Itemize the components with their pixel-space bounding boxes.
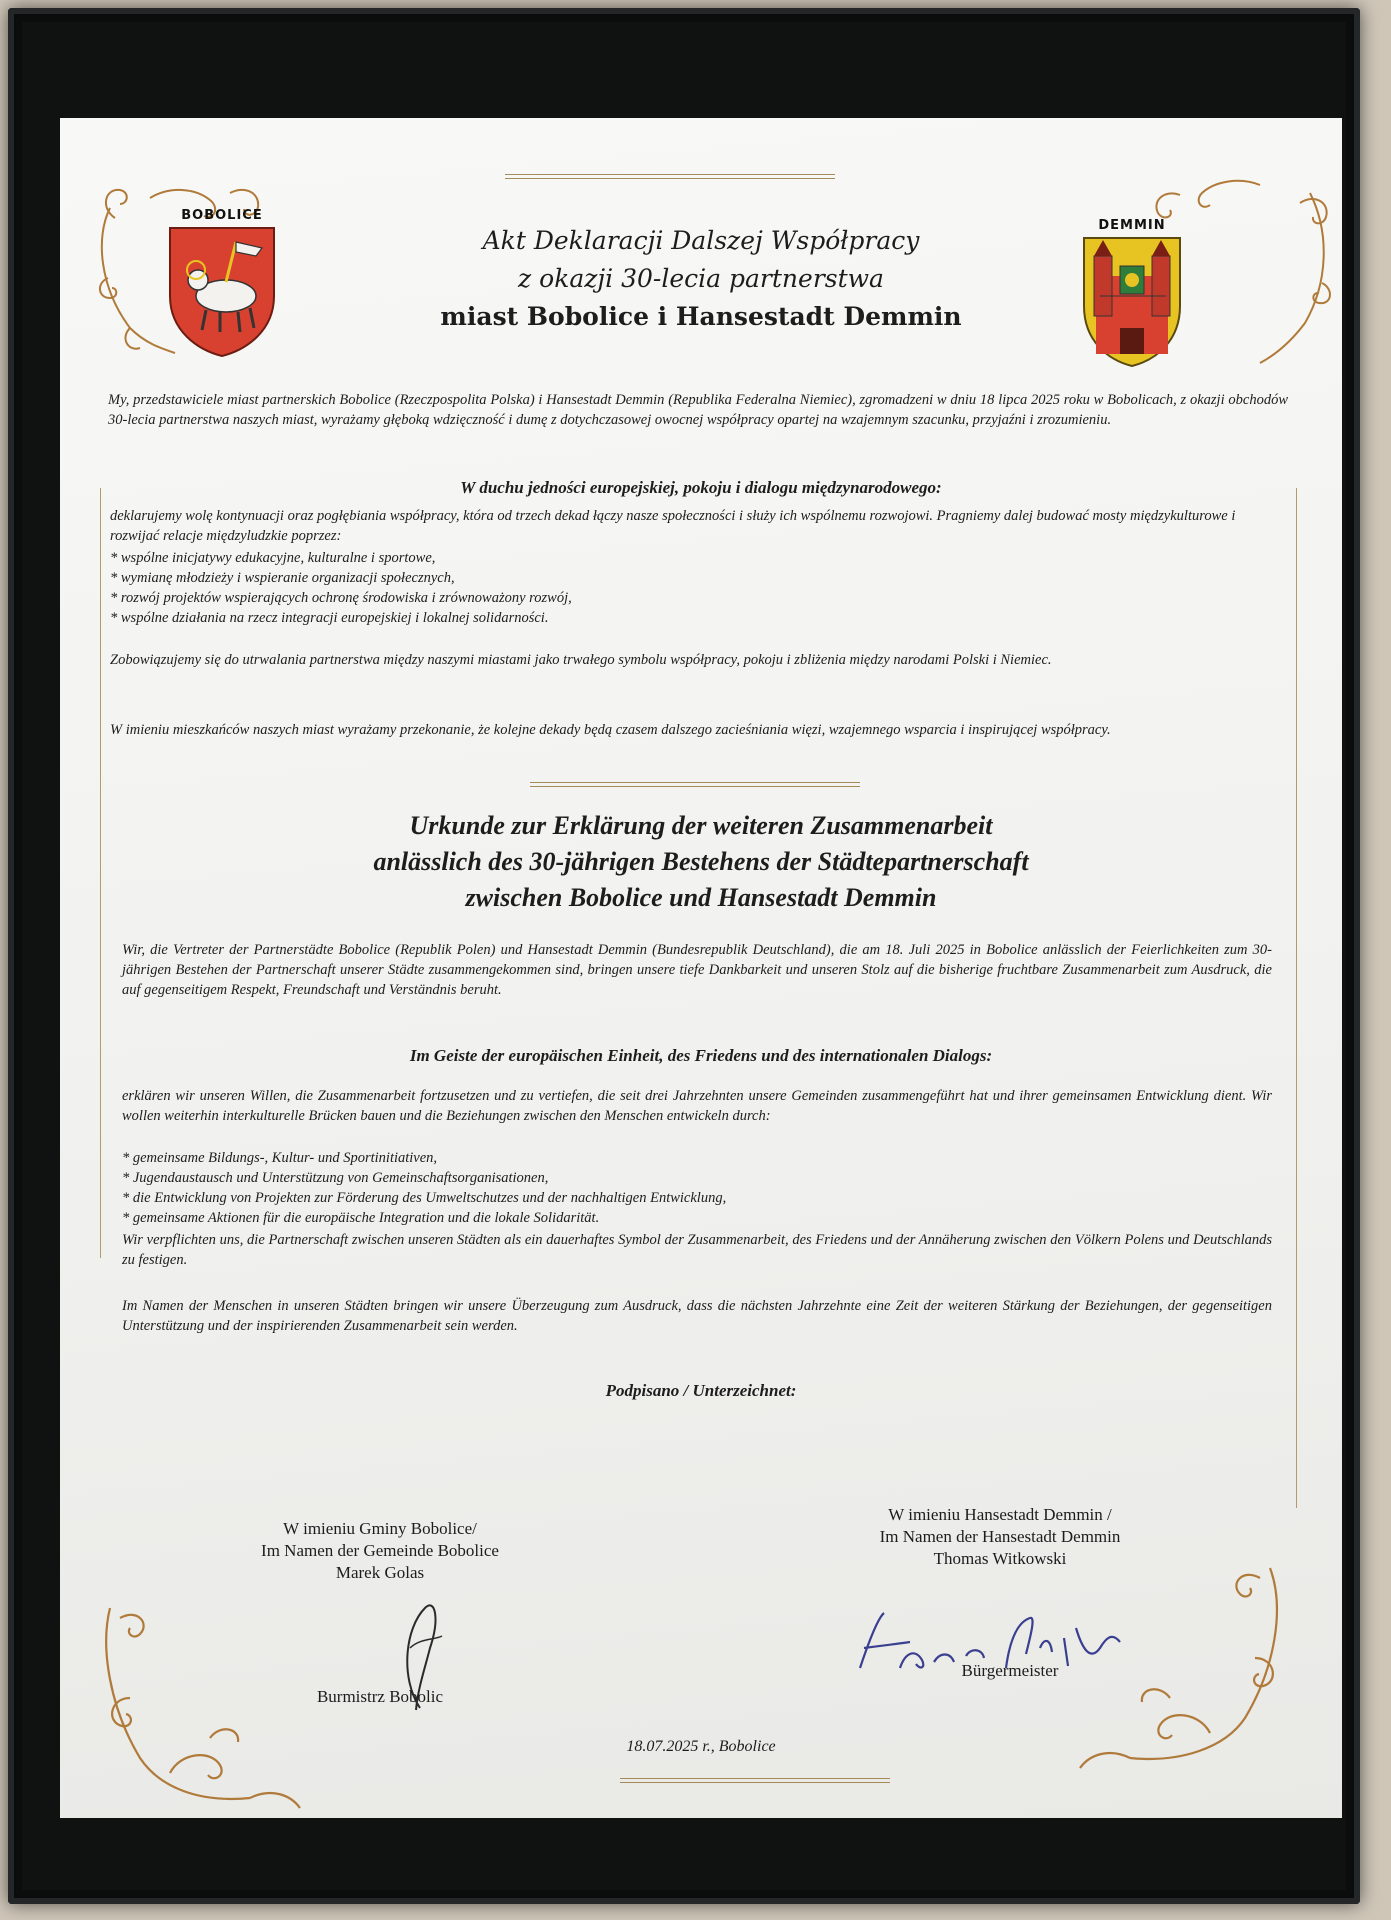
date-place: 18.07.2025 r., Bobolice <box>626 1738 776 1755</box>
list-item: * wspólne działania na rzecz integracji europejskiej i lokalnej solidarności. <box>110 608 1280 628</box>
german-closing: Im Namen der Menschen in unseren Städten bringen wir unsere Überzeugung zum Ausdruck, dass die nächsten Jahrzehnte eine Zeit der weiteren Stärkung der Beziehungen, der gegenseitigen Unterstützung und der inspirierenden Zusammenarbeit sein werden. <box>122 1298 1272 1334</box>
signatory-right-line1: W imieniu Hansestadt Demmin / <box>888 1505 1112 1524</box>
german-title-line-2: anlässlich des 30-jährigen Bestehens der Städtepartnerschaft <box>373 847 1029 876</box>
bobolice-crest-label: BOBOLICE <box>181 208 263 223</box>
list-item: * gemeinsame Aktionen für die europäische Integration und die lokale Solidarität. <box>122 1208 1272 1228</box>
german-title-line-1: Urkunde zur Erklärung der weiteren Zusammenarbeit <box>409 811 993 840</box>
right-vertical-rule <box>1296 488 1297 1508</box>
certificate-sheet <box>60 118 1342 1818</box>
german-title <box>60 808 1342 916</box>
polish-title <box>60 222 1342 336</box>
bottom-left-ornament <box>90 1588 320 1818</box>
signed-label: Podpisano / Unterzeichnet: <box>605 1381 797 1400</box>
signatory-left-role: Burmistrz Bobolic <box>316 1687 444 1706</box>
list-item: * wymianę młodzieży i wspieranie organizacji społecznych, <box>110 568 1280 588</box>
german-title-line-3: zwischen Bobolice und Hansestadt Demmin <box>465 883 937 912</box>
polish-title-line-1: Akt Deklaracji Dalszej Współpracy <box>482 226 920 255</box>
polish-bullet-list <box>110 548 1280 628</box>
demmin-crest-label: DEMMIN <box>1098 218 1166 233</box>
signatory-right-name: Thomas Witkowski <box>933 1549 1067 1568</box>
german-bullet-list <box>122 1148 1272 1228</box>
german-declaration: erklären wir unseren Willen, die Zusammenarbeit fortzusetzen und zu vertiefen, die seit drei Jahrzehnten unsere Gemeinden zusammengeführt hat und ihrer gemeinsamen Entwicklung dient. Wir wollen weiterhin interkulturelle Brücken bauen und die Beziehungen zwischen den Menschen entwickeln durch: <box>122 1088 1272 1124</box>
polish-title-line-3: miast Bobolice i Hansestadt Demmin <box>440 302 962 331</box>
german-intro: Wir, die Vertreter der Partnerstädte Bobolice (Republik Polen) und Hansestadt Demmin (Bundesrepublik Deutschland), die am 18. Juli 2025 in Bobolice anlässlich der Feierlichkeiten zum 30-jährigen Bestehen der Partnerschaft unserer Städte zusammengekommen sind, bringen unsere tiefe Dankbarkeit und unseren Stolz auf die bisherige fruchtbare Zusammenarbeit zum Ausdruck, die auf gegenseitigem Respekt, Freundschaft und Verständnis beruht. <box>122 942 1272 998</box>
polish-closing: W imieniu mieszkańców naszych miast wyrażamy przekonanie, że kolejne dekady będą czasem dalszego zacieśniania więzi, wzajemnego wsparcia i inspirującej współpracy. <box>110 722 1111 738</box>
signatory-right-role: Bürgermeister <box>961 1661 1059 1680</box>
polish-intro: My, przedstawiciele miast partnerskich Bobolice (Rzeczpospolita Polska) i Hansestadt Demmin (Republika Federalna Niemiec), zgromadzeni w dniu 18 lipca 2025 roku w Bobolicach, z okazji obchodów 30-lecia partnerstwa naszych miast, wyrażamy głęboką wdzięczność i dumę z dotychczasowej owocnej współpracy opartej na wzajemnym szacunku, przyjaźni i zrozumieniu. <box>108 392 1288 428</box>
german-heading: Im Geiste der europäischen Einheit, des Friedens und des internationalen Dialogs: <box>409 1046 993 1065</box>
german-commitment: Wir verpflichten uns, die Partnerschaft zwischen unseren Städten als ein dauerhaftes Symbol der Zusammenarbeit, des Friedens und der Annäherung zwischen den Völkern Polens und Deutschlands zu festigen. <box>122 1232 1272 1268</box>
signatory-left-line1: W imieniu Gminy Bobolice/ <box>283 1519 477 1538</box>
bottom-rule <box>620 1778 890 1783</box>
polish-commitment: Zobowiązujemy się do utrwalania partnerstwa między naszymi miastami jako trwałego symbolu współpracy, pokoju i zbliżenia między narodami Polski i Niemiec. <box>110 652 1052 668</box>
polish-heading: W duchu jedności europejskiej, pokoju i dialogu międzynarodowego: <box>460 478 942 497</box>
signatory-right-line2: Im Namen der Hansestadt Demmin <box>879 1527 1121 1546</box>
signatory-left-name: Marek Golas <box>335 1563 425 1582</box>
list-item: * wspólne inicjatywy edukacyjne, kulturalne i sportowe, <box>110 548 1280 568</box>
top-rule <box>505 174 835 179</box>
list-item: * die Entwicklung von Projekten zur Förderung des Umweltschutzes und der nachhaltigen Entwicklung, <box>122 1188 1272 1208</box>
list-item: * rozwój projektów wspierających ochronę środowiska i zrównoważony rozwój, <box>110 588 1280 608</box>
list-item: * gemeinsame Bildungs-, Kultur- und Sportinitiativen, <box>122 1148 1272 1168</box>
middle-rule <box>530 782 860 787</box>
signatory-left-line2: Im Namen der Gemeinde Bobolice <box>261 1541 499 1560</box>
list-item: * Jugendaustausch und Unterstützung von Gemeinschaftsorganisationen, <box>122 1168 1272 1188</box>
picture-frame <box>8 8 1360 1904</box>
polish-declaration: deklarujemy wolę kontynuacji oraz pogłębiania współpracy, która od trzech dekad łączy nasze społeczności i służy ich wspólnemu rozwojowi. Pragniemy dalej budować mosty międzykulturowe i rozwijać relacje międzyludzkie poprzez: <box>110 508 1236 544</box>
polish-title-line-2: z okazji 30-lecia partnerstwa <box>518 264 884 293</box>
signatory-left <box>210 1518 550 1584</box>
